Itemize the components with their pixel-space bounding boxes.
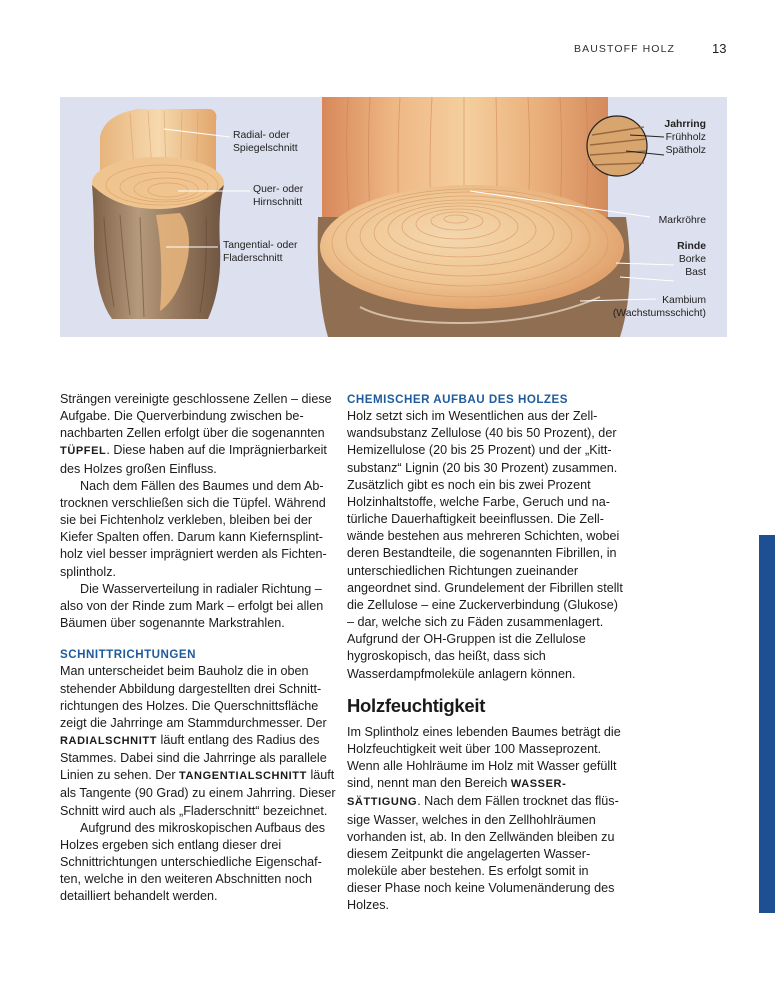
- label-cambium-line1: Kambium: [662, 295, 706, 306]
- label-cambium-line2: (Wachstumsschicht): [612, 308, 706, 319]
- section-heading: SCHNITTRICHTUNGEN: [60, 648, 197, 662]
- text: läuft als Tangente (90 Grad) zu einem Jahrring. Dieser Schnitt wird auch als „Fladerschnitt“ bezeichnet.: [60, 768, 336, 818]
- label-radial-cut: [233, 129, 298, 155]
- paragraph: [347, 724, 623, 915]
- wood-cut-figure: [60, 97, 727, 337]
- right-column: [347, 391, 623, 915]
- label-pith: Markröhre: [658, 215, 706, 226]
- label-jahrring: Jahrring: [664, 119, 706, 130]
- label-annual-ring-group: [664, 118, 706, 157]
- text: . Nach dem Fällen trocknet das flüssige Wasser, welches in den Zellhohlräumen vorhanden ist, ab. In den Zellwänden bleiben zu diesem Zeitpunkt die angelagerten Wassermoleküle aber bestehen. Es erfolgt somit in dieser Phase noch keine Volumenänderung des Holzes.: [347, 794, 619, 913]
- keyword: WASSERSÄTTIGUNG: [347, 778, 566, 809]
- label-bark-group: [677, 240, 706, 279]
- chapter-heading: Holzfeuchtigkeit: [347, 694, 486, 716]
- section-heading: CHEMISCHER AUFBAU DES HOLZES: [347, 393, 568, 406]
- text: Strängen vereinigte geschlossene Zellen – diese Aufgabe. Die Querverbindung zwischen benachbarten Zellen erfolgt über die sogenannten: [60, 392, 332, 441]
- paragraph: Die Wasserverteilung in radialer Richtung – also von der Rinde zum Mark – erfolgt bei allen Bäumen über sogenannte Markstrahlen.: [60, 581, 324, 631]
- paragraph: Nach dem Fällen des Baumes und dem Abtrocknen verschließen sich die Tüpfel. Während sie bei Fichtenholz verkleben, bleiben bei der Kiefer Spalten offen. Darum kann Kiefernsplintholz viel besser imprägniert werden als Fichtensplintholz.: [60, 478, 327, 579]
- paragraph: [60, 391, 336, 478]
- chapter-thumb-tab: [759, 535, 775, 913]
- text: Im Splintholz eines lebenden Baumes beträgt die Holzfeuchtigkeit weit über 100 Masseprozent. Wenn alle Hohlräume im Holz mit Wasser gefüllt sind, nennt man den Bereich: [347, 724, 621, 791]
- paragraph: [60, 663, 336, 819]
- label-cross-line1: Quer- oder: [253, 184, 304, 195]
- label-rinde: Rinde: [677, 241, 706, 252]
- label-earlywood: Frühholz: [665, 132, 706, 143]
- text: . Diese haben auf die Imprägnierbarkeit des Holzes großen Einfluss.: [60, 443, 327, 476]
- label-tangential-line2: Fladerschnitt: [223, 253, 283, 264]
- label-latewood: Spätholz: [665, 145, 706, 156]
- label-tangential-cut: [223, 239, 298, 265]
- section-title: BAUSTOFF HOLZ: [574, 43, 676, 55]
- annual-ring-detail: [587, 116, 647, 176]
- keyword: RADIALSCHNITT: [60, 734, 158, 747]
- label-borke: Borke: [678, 254, 706, 265]
- keyword: TANGENTIALSCHNITT: [179, 770, 307, 783]
- left-column: [60, 391, 336, 906]
- label-cambium: [613, 294, 706, 320]
- running-head: [0, 40, 775, 60]
- text: Man unterscheidet beim Bauholz die in oben stehender Abbildung dargestellten drei Schnittrichtungen des Holzes. Die Querschnittsfläche zeigt die Jahrringe am Stammdurchmesser. Der: [60, 664, 327, 730]
- label-cross-line2: Hirnschnitt: [253, 197, 303, 208]
- label-cross-cut: [253, 183, 303, 209]
- label-radial-line1: Radial- oder: [233, 130, 290, 141]
- label-tangential-line1: Tangential- oder: [223, 240, 298, 251]
- paragraph: Holz setzt sich im Wesentlichen aus der Zellwandsubstanz Zellulose (40 bis 50 Prozent), der Hemizellulose (20 bis 25 Prozent) und der „Kittsubstanz“ Lignin (20 bis 30 Prozent) zusammen. Zusätzlich gibt es noch ein bis zwei Prozent Holzinhaltstoffe, welche Farbe, Geruch und natürliche Dauerhaftigkeit beeinflussen. Die Zellwände bestehen aus mehreren Schichten, wobei deren Bestandteile, die sogenannten Fibrillen, in unterschiedlichen Richtungen zueinander angeordnet sind. Grundelement der Fibrillen stellt die Zellulose – eine Zuckerverbindung (Glukose) – dar, welche sich zu Fäden zusammenlagert. Aufgrund der OH-Gruppen ist die Zellulose hygroskopisch, das heißt, dass sich Wasserdampfmoleküle anlagern können.: [347, 409, 623, 681]
- paragraph: Aufgrund des mikroskopischen Aufbaus des Holzes ergeben sich entlang dieser drei Schnittrichtungen unterschiedliche Eigenschaften, welche in den weiteren Abschnitten noch detailliert behandelt werden.: [60, 820, 326, 904]
- label-bast: Bast: [685, 267, 706, 278]
- text: läuft entlang des Radius des Stammes. Dabei sind die Jahrringe als parallele Linien zu sehen. Der: [60, 732, 327, 783]
- label-radial-line2: Spiegelschnitt: [233, 143, 298, 154]
- page-number: 13: [712, 41, 727, 56]
- keyword: TÜPFEL: [60, 445, 107, 458]
